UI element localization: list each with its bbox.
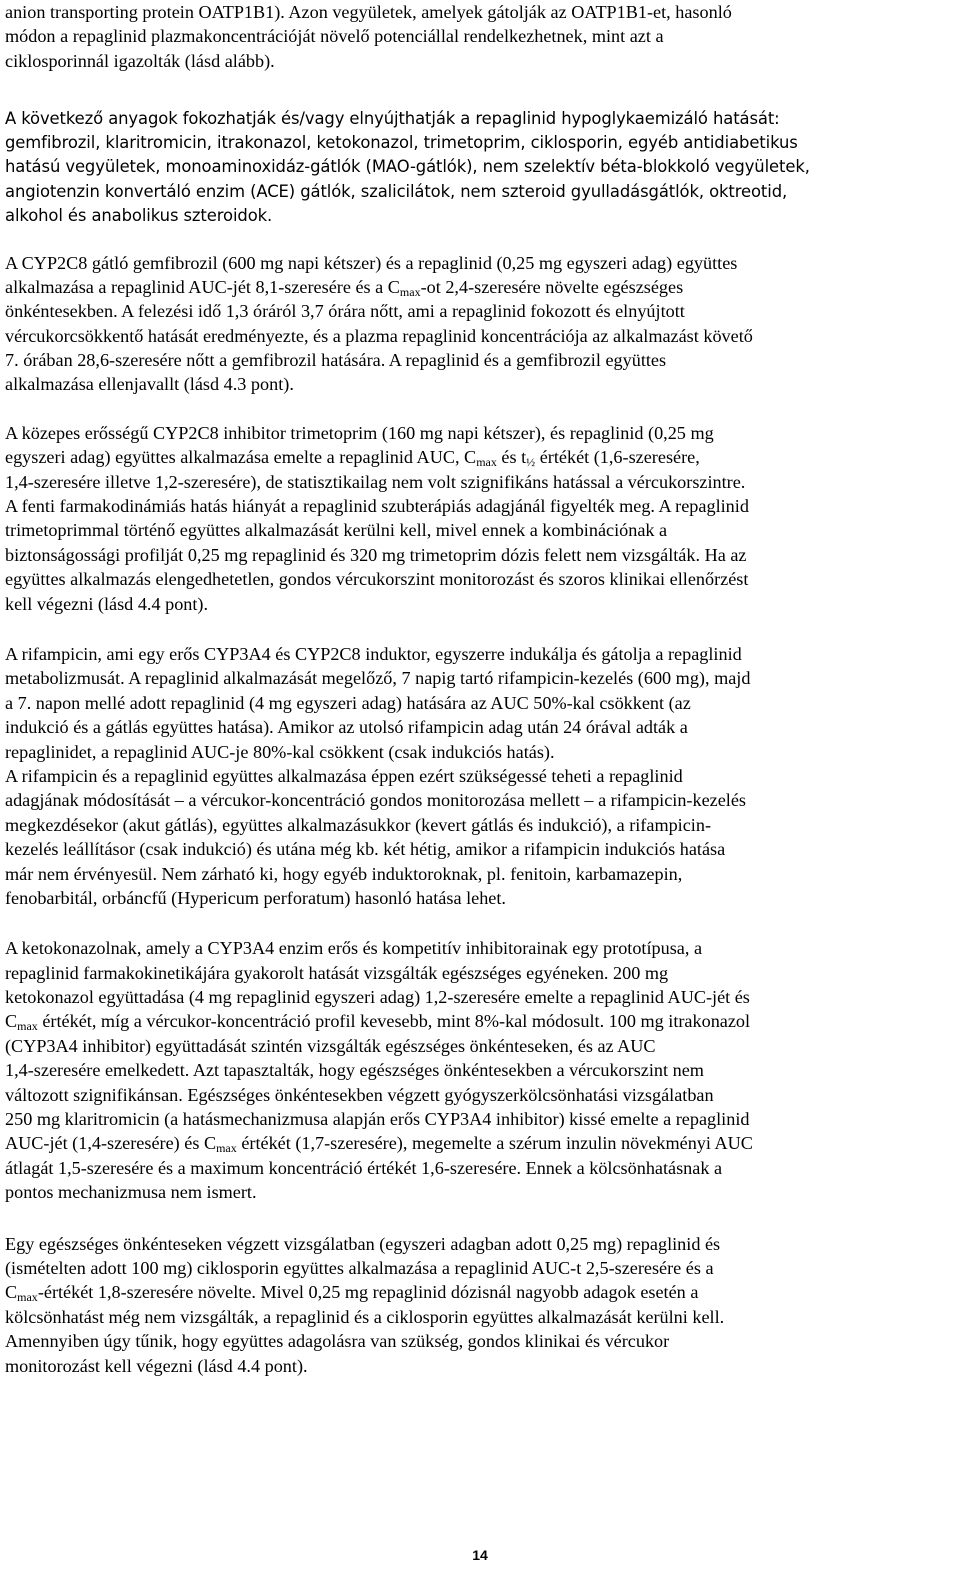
text-line: A közepes erősségű CYP2C8 inhibitor trimetoprim (160 mg napi kétszer), és repaglinid (0,25 mg <box>5 422 714 443</box>
page-number: 14 <box>472 1547 488 1563</box>
subscript-max: max <box>17 1290 38 1305</box>
paragraph-cyclosporine <box>5 1232 955 1378</box>
text-line <box>5 445 955 469</box>
paragraph-ketoconazole <box>5 936 955 1204</box>
text-line: gemfibrozil, klaritromicin, itrakonazol, ketokonazol, trimetoprim, ciklosporin, egyéb antidiabetikus <box>5 132 798 152</box>
text-fragment: -ot 2,4-szeresére növelte egészséges <box>420 276 684 297</box>
text-line: anion transporting protein OATP1B1). Azon vegyületek, amelyek gátolják az OATP1B1-et, hasonló <box>5 2 732 22</box>
text-fragment: értékét (1,7-szeresére), megemelte a szérum inzulin növekményi AUC <box>236 1133 753 1154</box>
text-line: kezelés leállításor (csak indukció) és utána még kb. két hétig, amikor a rifampicin indukciós hatása <box>5 839 726 860</box>
paragraph-rifampicin <box>5 642 955 910</box>
text-line: biztonságossági profilját 0,25 mg repaglinid és 320 mg trimetoprim dózis felett nem vizsgálták. Ha az <box>5 544 747 565</box>
text-line: A ketokonazolnak, amely a CYP3A4 enzim erős és kompetitív inhibitorainak egy prototípusa, a <box>5 938 703 959</box>
text-fragment: és t <box>496 447 527 468</box>
text-line: A rifampicin, ami egy erős CYP3A4 és CYP2C8 induktor, egyszerre indukálja és gátolja a repaglinid <box>5 643 742 664</box>
text-line: ciklosporinnál igazolták (lásd alább). <box>5 50 275 71</box>
text-line: monitorozást kell végezni (lásd 4.4 pont). <box>5 1355 308 1376</box>
text-line: repaglinid farmakokinetikájára gyakorolt hatását vizsgálták egészséges egyéneken. 200 mg <box>5 962 669 983</box>
text-fragment: -értékét 1,8-szeresére növelte. Mivel 0,25 mg repaglinid dózisnál nagyobb adagok esetén a <box>37 1282 699 1303</box>
text-line: metabolizmusát. A repaglinid alkalmazását megelőző, 7 napig tartó rifampicin-kezelés (600 mg), majd <box>5 668 751 689</box>
text-line: fenobarbitál, orbáncfű (Hypericum perforatum) hasonló hatása lehet. <box>5 887 506 908</box>
text-line: A fenti farmakodinámiás hatás hiányát a repaglinid szubterápiás adagjánál figyelték meg. A repaglinid <box>5 496 749 517</box>
text-line: önkéntesekben. A felezési idő 1,3 óráról 3,7 órára nőtt, ami a repaglinid fokozott és elnyújtott <box>5 301 685 322</box>
text-fragment: C <box>5 1011 18 1032</box>
text-line: kölcsönhatást még nem vizsgálták, a repaglinid és a ciklosporin együttes alkalmazását kerülni kell. <box>5 1306 725 1327</box>
text-line: alkohol és anabolikus szteroidok. <box>5 206 273 226</box>
text-line: együttes alkalmazás elengedhetetlen, gondos vércukorszint monitorozást és szoros klinikai ellenőrzést <box>5 569 749 590</box>
text-line: hatású vegyületek, monoaminoxidáz-gátlók (MAO-gátlók), nem szelektív béta-blokkoló vegyületek, <box>5 157 810 177</box>
text-line: már nem érvényesül. Nem zárható ki, hogy egyéb induktoroknak, pl. fenitoin, karbamazepin, <box>5 863 683 884</box>
text-fragment: egyszeri adag) együttes alkalmazása emelte a repaglinid AUC, C <box>5 447 477 468</box>
text-line <box>5 1280 955 1304</box>
text-line: (CYP3A4 inhibitor) együttadását szintén vizsgálták egészséges önkénteseken, és az AUC <box>5 1035 656 1056</box>
text-line: A következő anyagok fokozhatják és/vagy elnyújthatják a repaglinid hypoglykaemizáló hatását: <box>5 108 780 128</box>
text-line: kell végezni (lásd 4.4 pont). <box>5 593 209 614</box>
text-line: megkezdésekor (akut gátlás), együttes alkalmazásukkor (kevert gátlás és indukció), a rifampicin- <box>5 814 712 835</box>
subscript-max: max <box>17 1019 38 1034</box>
text-line: trimetoprimmal történő együttes alkalmazását kerülni kell, mivel ennek a kombinációnak a <box>5 520 668 541</box>
text-line: A rifampicin és a repaglinid együttes alkalmazása éppen ezért szükségessé teheti a repaglinid <box>5 765 683 786</box>
text-line: Amennyiben úgy tűnik, hogy együttes adagolásra van szükség, gondos klinikai és vércukor <box>5 1331 670 1352</box>
text-line: repaglinidet, a repaglinid AUC-je 80%-kal csökkent (csak indukciós hatás). <box>5 741 555 762</box>
text-line: 7. órában 28,6-szeresére nőtt a gemfibrozil hatására. A repaglinid és a gemfibrozil együttes <box>5 350 667 371</box>
paragraph-trimethoprim <box>5 421 955 616</box>
text-line: a 7. napon mellé adott repaglinid (4 mg egyszeri adag) hatására az AUC 50%-kal csökkent (az <box>5 692 691 713</box>
text-line: módon a repaglinid plazmakoncentrációját növelő potenciállal rendelkezhetnek, mint azt a <box>5 26 664 47</box>
text-line: pontos mechanizmusa nem ismert. <box>5 1182 257 1203</box>
subscript-max: max <box>476 455 497 470</box>
text-line: 250 mg klaritromicin (a hatásmechanizmusa alapján erős CYP3A4 inhibitor) kissé emelte a repaglinid <box>5 1109 750 1130</box>
subscript-half: ½ <box>526 455 536 470</box>
paragraph-oatp1b1 <box>5 0 955 73</box>
text-line: változott szignifikánsan. Egészséges önkéntesekben végzett gyógyszerkölcsönhatási vizsgálatban <box>5 1084 714 1105</box>
text-line <box>5 1131 955 1155</box>
subscript-max: max <box>399 284 421 299</box>
subscript-max: max <box>216 1141 237 1156</box>
text-fragment: értékét (1,6-szeresére, <box>535 447 700 468</box>
text-line: indukció és a gátlás együttes hatása). Amikor az utolsó rifampicin adag után 24 órával adták a <box>5 717 688 738</box>
text-line: Egy egészséges önkénteseken végzett vizsgálatban (egyszeri adagban adott 0,25 mg) repaglinid és <box>5 1233 721 1254</box>
text-fragment: AUC-jét (1,4-szeresére) és C <box>5 1133 217 1154</box>
text-fragment: alkalmazása a repaglinid AUC-jét 8,1-szeresére és a C <box>5 276 400 297</box>
text-line: vércukorcsökkentő hatását eredményezte, és a plazma repaglinid koncentrációja az alkalmazást követő <box>5 325 753 346</box>
text-line: angiotenzin konvertáló enzim (ACE) gátlók, szalicilátok, nem szteroid gyulladásgátlók, oktreotid, <box>5 181 788 201</box>
paragraph-gemfibrozil <box>5 251 955 397</box>
text-line: átlagát 1,5-szeresére és a maximum koncentráció értékét 1,6-szeresére. Ennek a kölcsönhatásnak a <box>5 1157 723 1178</box>
text-line <box>5 275 955 299</box>
paragraph-interacting-substances <box>5 107 955 229</box>
text-line: (ismételten adott 100 mg) ciklosporin együttes alkalmazása a repaglinid AUC-t 2,5-szeresére és a <box>5 1257 714 1278</box>
text-line: A CYP2C8 gátló gemfibrozil (600 mg napi kétszer) és a repaglinid (0,25 mg egyszeri adag) együttes <box>5 252 738 273</box>
text-line: 1,4-szeresére emelkedett. Azt tapasztalták, hogy egészséges önkéntesekben a vércukorszint nem <box>5 1060 704 1081</box>
text-line: alkalmazása ellenjavallt (lásd 4.3 pont). <box>5 374 294 395</box>
text-fragment: értékét, míg a vércukor-koncentráció profil kevesebb, mint 8%-kal módosult. 100 mg itrakonazol <box>37 1011 751 1032</box>
text-line: adagjának módosítását – a vércukor-koncentráció gondos monitorozása mellett – a rifampicin-kezelés <box>5 790 747 811</box>
text-line <box>5 1009 955 1033</box>
text-line: 1,4-szeresére illetve 1,2-szeresére), de statisztikailag nem volt szignifikáns hatással a vércukorszintre. <box>5 471 746 492</box>
text-line: ketokonazol együttadása (4 mg repaglinid egyszeri adag) 1,2-szeresére emelte a repaglinid AUC-jét és <box>5 987 750 1008</box>
text-fragment: C <box>5 1282 18 1303</box>
